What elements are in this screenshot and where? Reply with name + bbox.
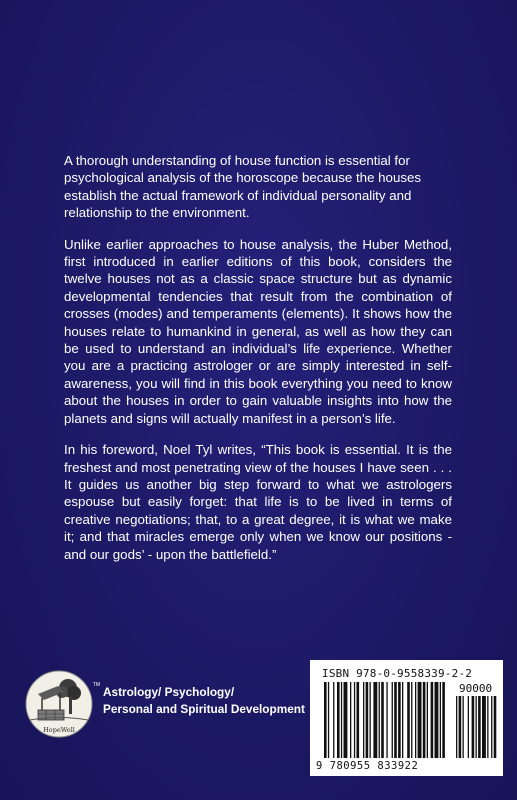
barcode-bar — [350, 682, 351, 758]
addon-bar — [459, 696, 462, 758]
addon-bar — [476, 696, 477, 758]
barcode-bar — [386, 682, 387, 758]
addon-bar — [456, 696, 457, 758]
barcode-bar — [333, 682, 334, 758]
addon-bar — [472, 696, 475, 758]
addon-bar — [487, 696, 488, 758]
barcode-bars — [310, 660, 503, 776]
barcode-bar — [341, 682, 342, 758]
barcode-bar — [442, 682, 445, 758]
category-label — [103, 684, 305, 718]
barcode-bar — [411, 682, 412, 758]
ean-digits: 9 780955 833922 — [316, 760, 419, 772]
price-code: 90000 — [459, 682, 493, 695]
blurb-paragraph-1: A thorough understanding of house function is essential for psychological analysis of the horoscope because the houses establish the actual framework of individual personality and relationship to the environment. — [64, 153, 422, 221]
barcode-bar — [366, 682, 369, 758]
barcode-bar — [357, 682, 360, 758]
barcode-bar — [373, 682, 377, 758]
barcode-bar — [415, 682, 416, 758]
addon-bar — [482, 696, 486, 758]
barcode-bar — [381, 682, 384, 758]
blurb-paragraph-2: Unlike earlier approaches to house analysis, the Huber Method, first introduced in earlier editions of this book, considers the twelve houses not as a classic space structure but as dynamic developmental tendencies that result from the combination of crosses (modes) and temperaments (elements). It shows how the houses relate to humankind in general, as well as how they can be used to understand an individual’s life experience. Whether you are a practicing astrologer or are simply interested in self-awareness, you will find in this book everything you need to know about the houses in order to gain valuable insights into how the planets and signs will actually manifest in a person’s life. — [64, 236, 452, 426]
barcode-bar — [402, 682, 403, 758]
barcode-bar — [337, 682, 340, 758]
addon-bar — [463, 696, 464, 758]
barcode-bar — [435, 682, 439, 758]
barcode-bar — [423, 682, 426, 758]
addon-bar — [478, 696, 481, 758]
addon-bar — [494, 696, 497, 758]
category-line-2: Personal and Spiritual Development — [103, 702, 305, 716]
trademark-symbol: TM — [92, 682, 100, 688]
isbn-number: ISBN 978-0-9558339-2-2 — [322, 667, 473, 680]
barcode-bar — [370, 682, 371, 758]
barcode-bar — [379, 682, 380, 758]
blurb-paragraph-3: In his foreword, Noel Tyl writes, “This book is essential. It is the freshest and most penetrating view of the houses I have seen . . . It guides us another big step forward to what we astrologers espouse but easily forget: that life is to be lived in terms of creative negotiations; that, to a great degree, it is what we make it; and that miracles emerge only when we know our positions - and our gods’ - upon the battlefield.” — [64, 442, 452, 562]
barcode-bar — [392, 682, 393, 758]
publisher-name: HopeWell — [43, 726, 75, 734]
barcode-bar — [431, 682, 434, 758]
category-line-1: Astrology/ Psychology/ — [103, 685, 235, 699]
barcode-bar — [398, 682, 401, 758]
addon-bar — [468, 696, 469, 758]
barcode-bar — [407, 682, 410, 758]
barcode-bar — [328, 682, 329, 758]
barcode-bar — [324, 682, 327, 758]
blurb-text — [64, 152, 452, 577]
barcode-bar — [427, 682, 428, 758]
barcode-bar — [344, 682, 348, 758]
addon-bar — [491, 696, 492, 758]
barcode-bar — [394, 682, 397, 758]
isbn-barcode — [310, 660, 503, 776]
hopewell-logo — [24, 668, 100, 740]
barcode-bar — [363, 682, 364, 758]
barcode-bar — [418, 682, 422, 758]
barcode-bar — [354, 682, 355, 758]
barcode-bar — [440, 682, 441, 758]
